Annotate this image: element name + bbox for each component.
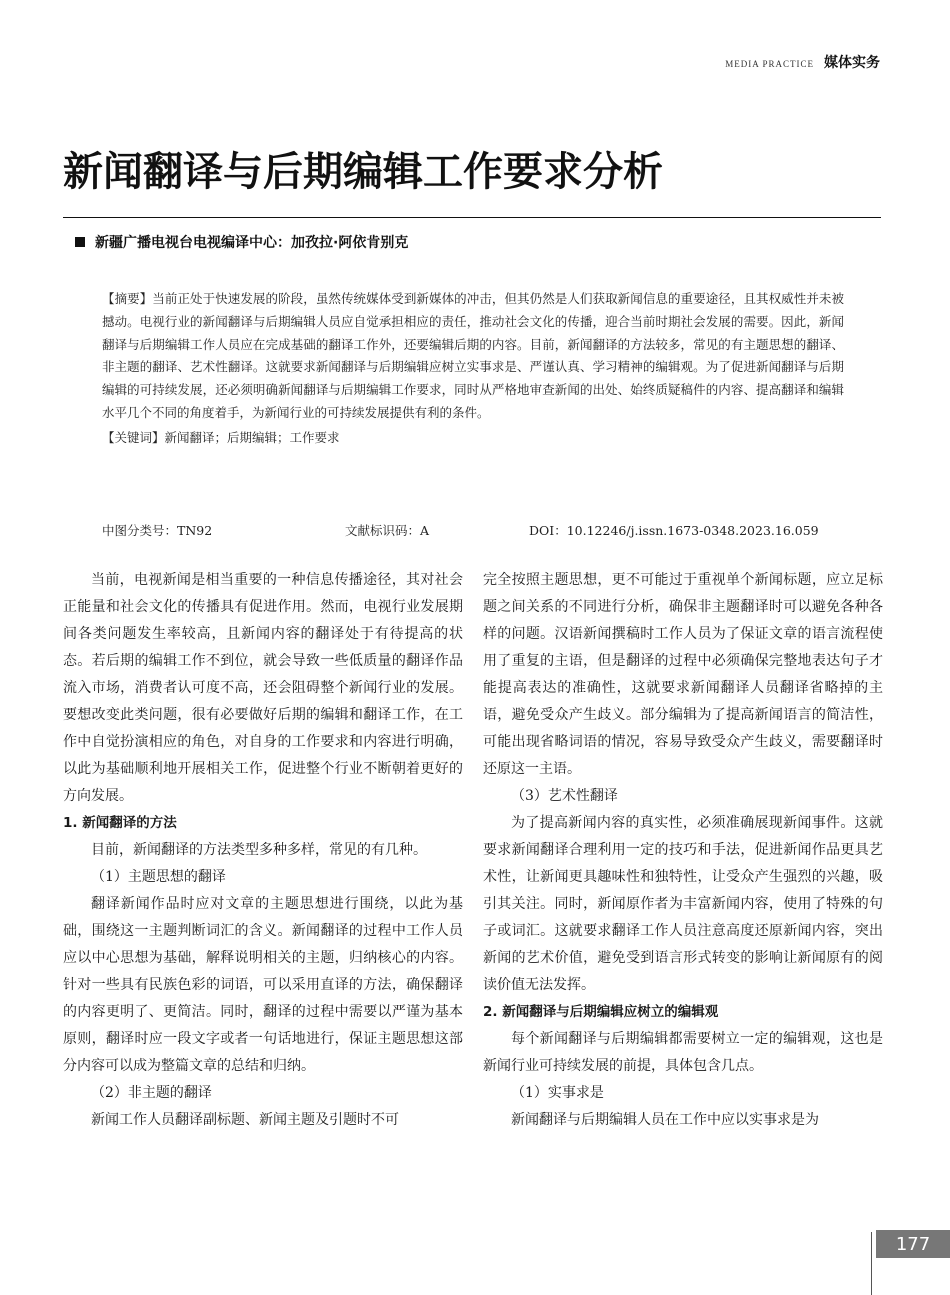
- clc-number: 中图分类号：TN92: [102, 523, 213, 538]
- title-divider: [63, 217, 881, 218]
- paragraph: 新闻翻译与后期编辑人员在工作中应以实事求是为: [511, 1112, 819, 1128]
- paragraph: 完全按照主题思想，更不可能过于重视单个新闻标题，应立足标题之间关系的不同进行分析，确保非主题翻译时可以避免各种各样的问题。汉语新闻撰稿时工作人员为了保证文章的语言流程使用了重复的主语，但是翻译的过程中必须确保完整地表达句子才能提高表达的准确性，这就要求新闻翻译人员翻译省略掉的主语，避免受众产生歧义。部分编辑为了提高新闻语言的简洁性，可能出现省略词语的情况，容易导致受众产生歧义，需要翻译时还原这一主语。: [483, 572, 883, 777]
- subsection-heading: （2）非主题的翻译: [91, 1085, 212, 1101]
- page-number: 177: [876, 1230, 950, 1258]
- paragraph: 为了提高新闻内容的真实性，必须准确展现新闻事件。这就要求新闻翻译合理利用一定的技巧和手法，促进新闻作品更具艺术性，让新闻更具趣味性和独特性，让受众产生强烈的兴趣，吸引其关注。同时，新闻原作者为丰富新闻内容，使用了特殊的句子或词汇。这就要求翻译工作人员注意高度还原新闻内容，突出新闻的艺术价值，避免受到语言形式转变的影响让新闻原有的阅读价值无法发挥。: [483, 815, 883, 993]
- author-line: [75, 232, 408, 252]
- running-header: [725, 52, 880, 72]
- bullet-square-icon: [75, 237, 85, 247]
- paragraph: 新闻工作人员翻译副标题、新闻主题及引题时不可: [91, 1112, 399, 1128]
- subsection-heading: （3）艺术性翻译: [511, 788, 618, 804]
- article-title: 新闻翻译与后期编辑工作要求分析: [63, 148, 663, 195]
- body-column-left: [63, 567, 463, 1134]
- section-heading: 2. 新闻翻译与后期编辑应树立的编辑观: [483, 1004, 719, 1020]
- section-heading: 1. 新闻翻译的方法: [63, 815, 177, 831]
- paragraph: 目前，新闻翻译的方法类型多种多样，常见的有几种。: [91, 842, 427, 858]
- abstract-block: [102, 288, 844, 450]
- footer-rule: [871, 1232, 872, 1295]
- section-label-en: MEDIA PRACTICE: [725, 59, 814, 69]
- abstract-text: 【摘要】当前正处于快速发展的阶段，虽然传统媒体受到新媒体的冲击，但其仍然是人们获取新闻信息的重要途径，且其权威性并未被撼动。电视行业的新闻翻译与后期编辑人员应自觉承担相应的责任，推动社会文化的传播，迎合当前时期社会发展的需要。因此，新闻翻译与后期编辑工作人员应在完成基础的翻译工作外，还要编辑后期的内容。目前，新闻翻译的方法较多，常见的有主题思想的翻译、非主题的翻译、艺术性翻译。这就要求新闻翻译与后期编辑应树立实事求是、严谨认真、学习精神的编辑观。为了促进新闻翻译与后期编辑的可持续发展，还必须明确新闻翻译与后期编辑工作要求，同时从严格地审查新闻的出处、始终质疑稿件的内容、提高翻译和编辑水平几个不同的角度着手，为新闻行业的可持续发展提供有利的条件。: [102, 291, 844, 420]
- paragraph: 每个新闻翻译与后期编辑都需要树立一定的编辑观，这也是新闻行业可持续发展的前提，具体包含几点。: [483, 1031, 883, 1074]
- document-code: 文献标识码：A: [345, 523, 430, 538]
- keywords: 【关键词】新闻翻译；后期编辑；工作要求: [102, 429, 340, 445]
- classification-row: [102, 521, 847, 541]
- doi: DOI：10.12246/j.issn.1673-0348.2023.16.059: [529, 523, 819, 538]
- author-affiliation: 新疆广播电视台电视编译中心：加孜拉·阿依肯别克: [95, 235, 409, 251]
- subsection-heading: （1）实事求是: [511, 1085, 604, 1101]
- subsection-heading: （1）主题思想的翻译: [91, 869, 226, 885]
- body-column-right: [483, 567, 883, 1134]
- paragraph: 当前，电视新闻是相当重要的一种信息传播途径，其对社会正能量和社会文化的传播具有促进作用。然而，电视行业发展期间各类问题发生率较高，且新闻内容的翻译处于有待提高的状态。若后期的编辑工作不到位，就会导致一些低质量的翻译作品流入市场，消费者认可度不高，还会阻碍整个新闻行业的发展。要想改变此类问题，很有必要做好后期的编辑和翻译工作，在工作中自觉扮演相应的角色，对自身的工作要求和内容进行明确，以此为基础顺利地开展相关工作，促进整个行业不断朝着更好的方向发展。: [63, 572, 463, 804]
- paragraph: 翻译新闻作品时应对文章的主题思想进行围绕，以此为基础，围绕这一主题判断词汇的含义。新闻翻译的过程中工作人员应以中心思想为基础，解释说明相关的主题，归纳核心的内容。针对一些具有民族色彩的词语，可以采用直译的方法，确保翻译的内容更明了、更简洁。同时，翻译的过程中需要以严谨为基本原则，翻译时应一段文字或者一句话地进行，保证主题思想这部分内容可以成为整篇文章的总结和归纳。: [63, 896, 463, 1074]
- section-label-cn: 媒体实务: [824, 55, 880, 71]
